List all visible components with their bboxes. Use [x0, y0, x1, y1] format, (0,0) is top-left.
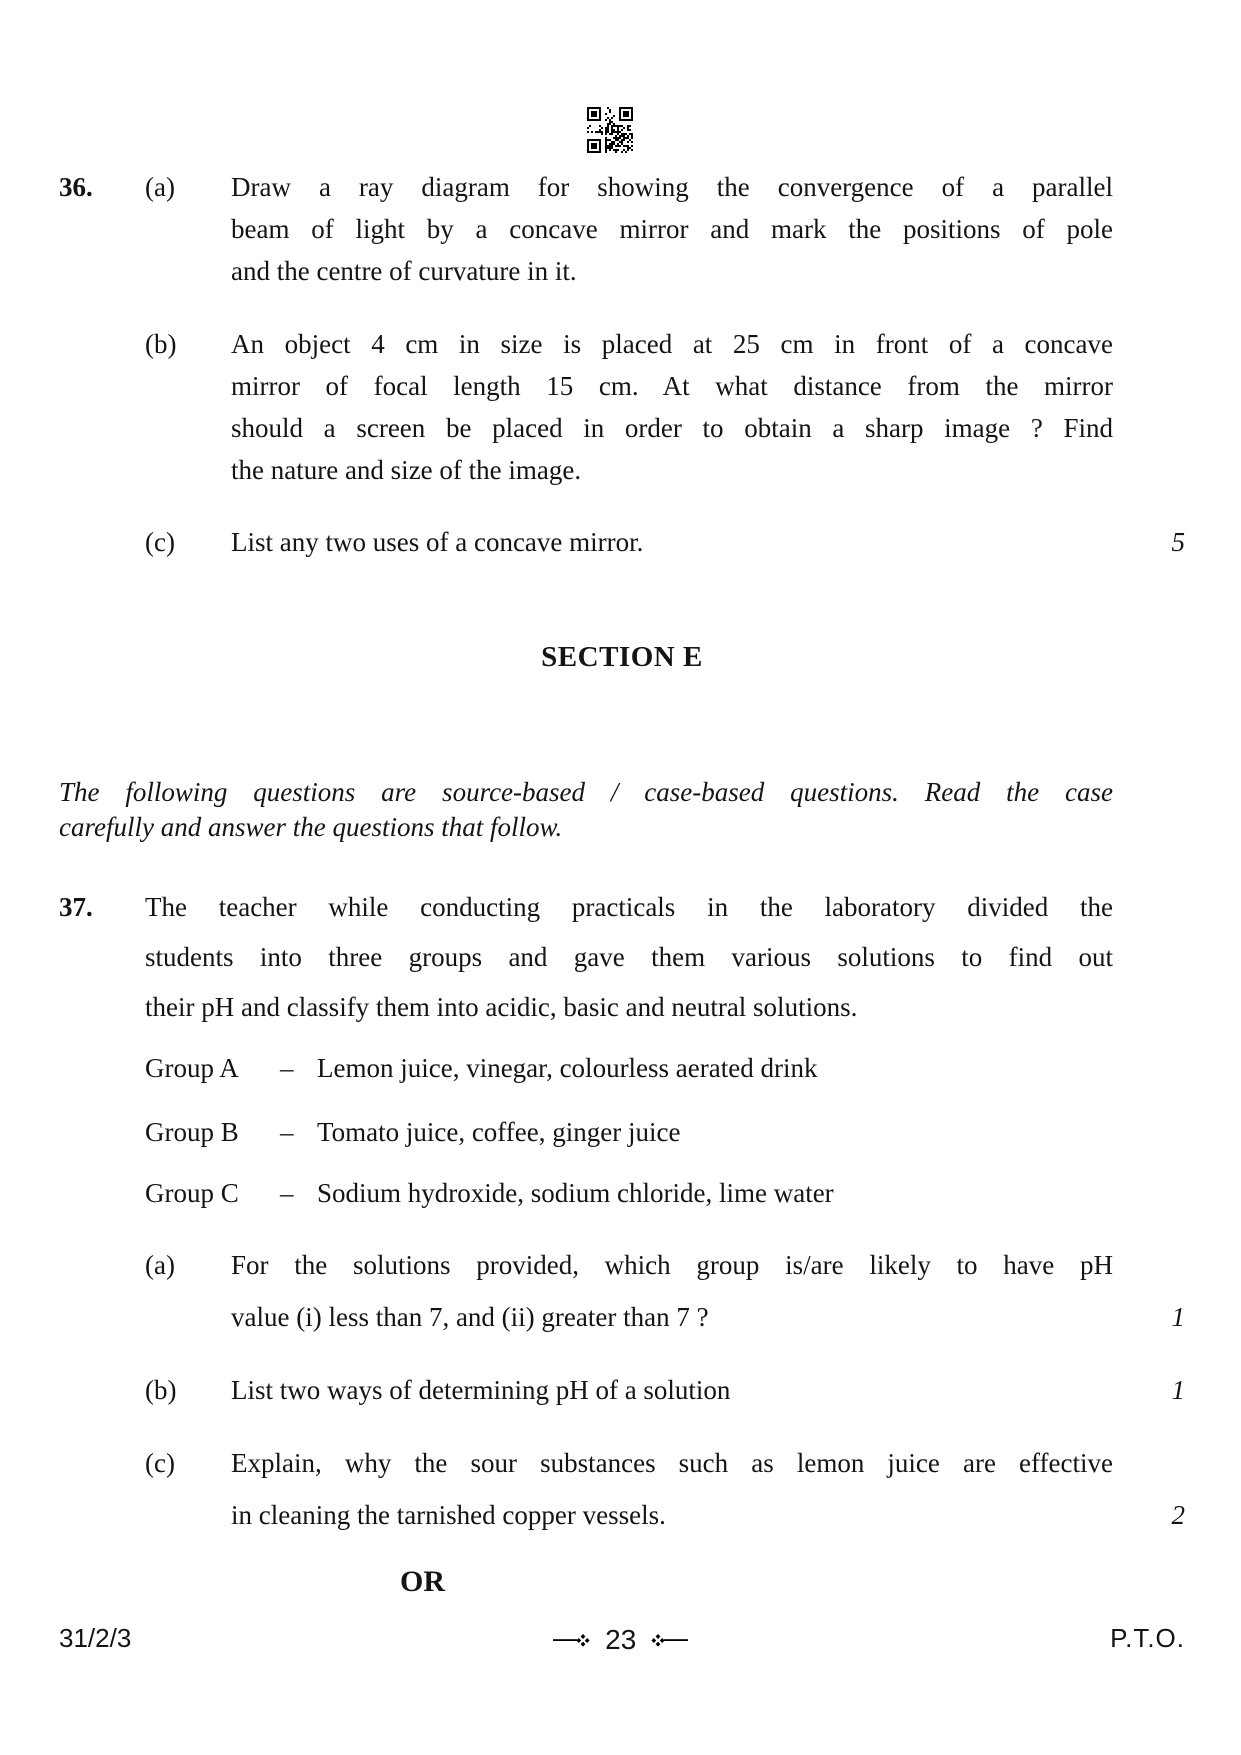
question-37	[59, 882, 1185, 1541]
group-dash: –	[280, 1053, 294, 1083]
question-number-spacer	[59, 1172, 145, 1214]
part-text: Draw a ray diagram for showing the convergence of a parallel beam of light by a concave mirror and mark the positions of pole and the centre of curvature in it.	[231, 172, 1113, 286]
question-36-part-a	[59, 166, 1185, 292]
part-text: For the solutions provided, which group is/are likely to have pH value (i) less than 7, and (ii) greater than 7 ?	[231, 1250, 1113, 1332]
group-dash: –	[280, 1117, 294, 1147]
question-number-spacer	[59, 1437, 145, 1541]
marks-value: 1	[1171, 1375, 1185, 1405]
marks-value: 5	[1171, 527, 1185, 557]
question-number-spacer	[59, 1364, 145, 1416]
group-items: Sodium hydroxide, sodium chloride, lime water	[317, 1178, 834, 1208]
ornament-left-icon	[553, 1633, 595, 1647]
question-number: 37.	[59, 892, 93, 922]
group-b-row	[59, 1111, 1185, 1153]
part-label: (a)	[145, 172, 175, 202]
group-label: Group B	[145, 1117, 239, 1147]
marks-value: 2	[1171, 1500, 1185, 1530]
group-label: Group A	[145, 1053, 239, 1083]
question-number-spacer	[59, 1047, 145, 1089]
page-number: 23	[605, 1624, 637, 1655]
page-footer	[59, 1621, 1185, 1657]
question-number-spacer	[59, 521, 145, 563]
group-dash: –	[280, 1178, 294, 1208]
question-37-intro-row	[59, 882, 1185, 1032]
section-heading: SECTION E	[541, 641, 703, 673]
group-items: Lemon juice, vinegar, colourless aerated drink	[317, 1053, 818, 1083]
qr-code	[587, 106, 633, 154]
page-number-block	[553, 1623, 688, 1657]
question-number-spacer	[59, 323, 145, 491]
part-text: List two ways of determining pH of a solution	[231, 1375, 731, 1405]
part-text: An object 4 cm in size is placed at 25 cm in front of a concave mirror of focal length 15 cm. At what distance from the mirror should a screen be placed in order to obtain a sharp image ? Find the nature and size of the image.	[231, 329, 1113, 485]
pto-label: P.T.O.	[1110, 1623, 1185, 1653]
part-text: Explain, why the sour substances such as lemon juice are effective in cleaning the tarnished copper vessels.	[231, 1448, 1113, 1530]
part-label: (a)	[145, 1250, 175, 1280]
question-number-spacer	[59, 1111, 145, 1153]
part-label: (c)	[145, 527, 175, 557]
or-label: OR	[400, 1565, 445, 1598]
part-label: (c)	[145, 1448, 175, 1478]
question-37-part-c	[59, 1437, 1185, 1541]
part-text: List any two uses of a concave mirror.	[231, 527, 644, 557]
part-label: (b)	[145, 329, 177, 359]
case-based-instruction: The following questions are source-based / case-based questions. Read the case carefully and answer the questions that follow.	[59, 777, 1113, 842]
group-c-row	[59, 1172, 1185, 1214]
question-37-part-b	[59, 1364, 1185, 1416]
question-36	[59, 166, 1185, 563]
qr-code-icon	[587, 106, 633, 154]
group-label: Group C	[145, 1178, 239, 1208]
question-number-spacer	[59, 1239, 145, 1343]
marks-value: 1	[1171, 1302, 1185, 1332]
question-number: 36.	[59, 172, 93, 202]
ornament-right-icon	[646, 1633, 688, 1647]
paper-code: 31/2/3	[59, 1623, 132, 1653]
group-a-row	[59, 1047, 1185, 1089]
part-label: (b)	[145, 1375, 177, 1405]
question-36-part-b	[59, 323, 1185, 491]
question-37-part-a	[59, 1239, 1185, 1343]
group-items: Tomato juice, coffee, ginger juice	[317, 1117, 681, 1147]
question-text: The teacher while conducting practicals in the laboratory divided the students into three groups and gave them various solutions to find out their pH and classify them into acidic, basic and neutral solutions.	[145, 892, 1113, 1022]
question-36-part-c	[59, 521, 1185, 563]
